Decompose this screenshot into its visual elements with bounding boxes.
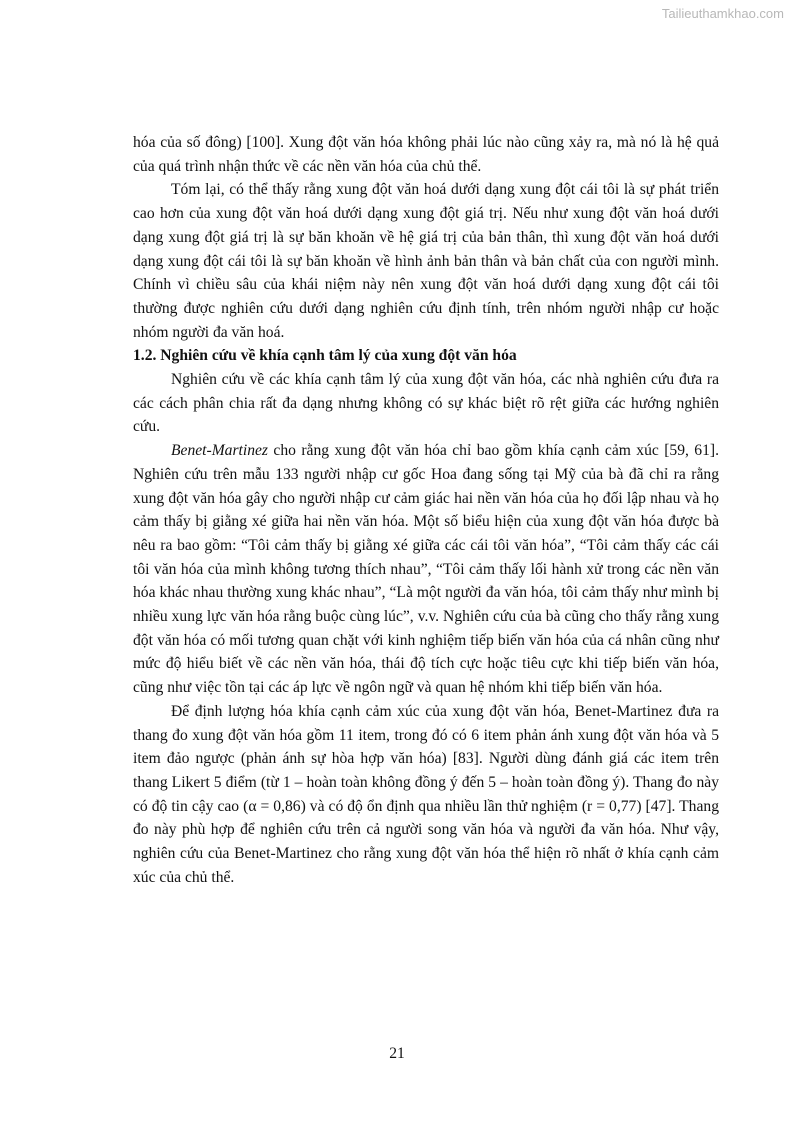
section-heading: 1.2. Nghiên cứu về khía cạnh tâm lý của xung đột văn hóa [133,347,517,365]
paragraph-4-text: cho rằng xung đột văn hóa chỉ bao gồm khía cạnh cảm xúc [59, 61]. Nghiên cứu trên mẫu 133 người nhập cư gốc Hoa đang sống tại Mỹ của bà đã chỉ ra rằng xung đột văn hóa gây cho người nhập cư cảm giác hai nền văn hóa của họ đối lập nhau và họ cảm thấy bị giằng xé giữa hai nền văn hóa. Một số biểu hiện của xung đột văn hóa được bà nêu ra bao gồm: “Tôi cảm thấy bị giằng xé giữa các cái tôi văn hóa”, “Tôi cảm thấy các cái tôi văn hóa của mình không tương thích nhau”, “Tôi cảm thấy lối hành xử trong các nền văn hóa khác nhau thường xung khác nhau”, “Là một người đa văn hóa, tôi cảm thấy như mình bị nhiều xung lực văn hóa rằng buộc cùng lúc”, v.v. Nghiên cứu của bà cũng cho thấy rằng xung đột văn hóa có mối tương quan chặt với kinh nghiệm tiếp biến văn hóa của cá nhân cũng như mức độ hiểu biết về các nền văn hóa, thái độ tích cực hoặc tiêu cực khi tiếp biến văn hóa, cũng như việc tồn tại các áp lực về ngôn ngữ và quan hệ nhóm khi tiếp biến văn hóa. [133,442,719,697]
paragraph-1: hóa của số đông) [100]. Xung đột văn hóa không phải lúc nào cũng xảy ra, mà nó là hệ quả của quá trình nhận thức về các nền văn hóa của chủ thể. [133,134,719,175]
watermark: Tailieuthamkhao.com [661,6,784,21]
page-body [133,131,719,890]
paragraph-3: Nghiên cứu về các khía cạnh tâm lý của xung đột văn hóa, các nhà nghiên cứu đưa ra các cách phân chia rất đa dạng nhưng không có sự khác biệt rõ rệt giữa các hướng nghiên cứu. [133,371,719,436]
page-number: 21 [389,1045,405,1062]
paragraph-2: Tóm lại, có thể thấy rằng xung đột văn hoá dưới dạng xung đột cái tôi là sự phát triển cao hơn của xung đột văn hoá dưới dạng xung đột giá trị. Nếu như xung đột văn hoá dưới dạng xung đột giá trị là sự băn khoăn về hệ giá trị của bản thân, thì xung đột văn hoá dưới dạng xung đột cái tôi là sự băn khoăn về hình ảnh bản thân và bản chất của con người mình. Chính vì chiều sâu của khái niệm này nên xung đột văn hoá dưới dạng xung đột cái tôi thường được nghiên cứu dưới dạng nghiên cứu định tính, trên nhóm người nhập cư hoặc nhóm người đa văn hoá. [133,181,719,341]
paragraph-4 [133,439,719,700]
paragraph-5: Để định lượng hóa khía cạnh cảm xúc của xung đột văn hóa, Benet-Martinez đưa ra thang đo xung đột văn hóa gồm 11 item, trong đó có 6 item phản ánh xung đột văn hóa và 5 item đảo ngược (phản ánh sự hòa hợp văn hóa) [83]. Người dùng đánh giá các item trên thang Likert 5 điểm (từ 1 – hoàn toàn không đồng ý đến 5 – hoàn toàn đồng ý). Thang đo này có độ tin cậy cao (α = 0,86) và có độ ổn định qua nhiều lần thử nghiệm (r = 0,77) [47]. Thang đo này phù hợp để nghiên cứu trên cả người song văn hóa và người đa văn hóa. Như vậy, nghiên cứu của Benet-Martinez cho rằng xung đột văn hóa thể hiện rõ nhất ở khía cạnh cảm xúc của chủ thể. [133,702,719,886]
author-name: Benet-Martinez [171,442,268,460]
